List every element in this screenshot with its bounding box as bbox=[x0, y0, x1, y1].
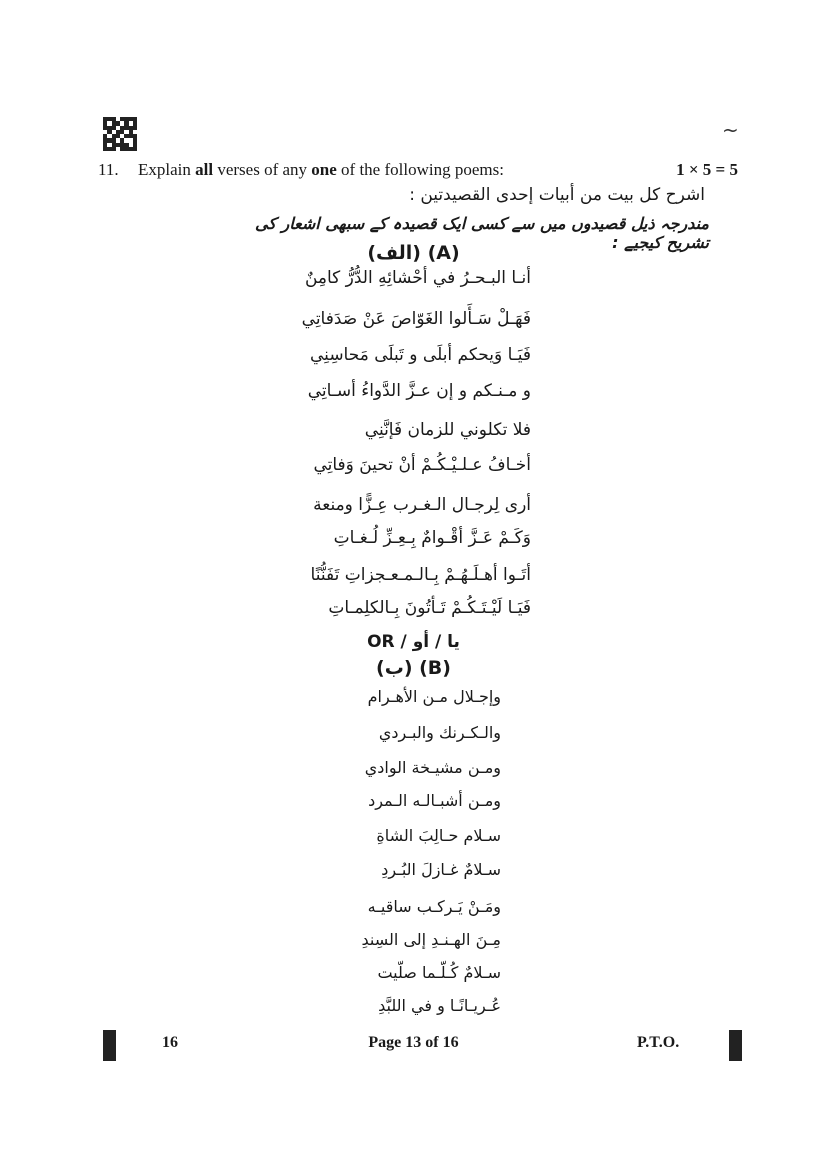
arabic-instruction: اشرح كل بيت من أبيات إحدى القصيدتين : bbox=[409, 185, 705, 205]
verse-b-10: عُـريـانًـا و في اللبَّدِ bbox=[378, 996, 501, 1015]
verse-a-9: أتَـوا أهـلَـهُـمْ بِـالـمـعـجزاتِ تَفَنُّنًا bbox=[310, 565, 531, 585]
urdu-instruction: مندرجہ ذیل قصیدوں میں سے کسی ایک قصیدہ کے سبھی اشعار کی تشریح کیجیے : bbox=[255, 214, 709, 252]
verse-b-7: ومَـنْ يَـركـب ساقيـه bbox=[367, 897, 501, 916]
verse-b-3: ومـن مشيـخة الوادي bbox=[364, 758, 501, 777]
footer-pto: P.T.O. bbox=[637, 1034, 680, 1051]
question-line bbox=[98, 160, 738, 184]
verse-a-1: أنـا البـحـرُ في أحْشائِهِ الدُّرُّ كامِنٌ bbox=[304, 268, 531, 288]
footer-code-number: 16 bbox=[162, 1034, 178, 1051]
verse-b-5: سـلام حـالِبَ الشاةِ bbox=[376, 826, 501, 845]
question-text: Explain all verses of any one of the following poems: bbox=[138, 160, 504, 179]
verse-b-2: والـكـرنك والبـردي bbox=[378, 723, 501, 742]
section-b-label: (ب) (B) bbox=[376, 657, 451, 679]
verse-b-9: سـلامٌ كُـلّـما صلّيت bbox=[377, 963, 501, 982]
or-divider: OR / يا / أو bbox=[367, 632, 460, 652]
verse-a-5: فلا تكلوني للزمان فَإنَّنِي bbox=[364, 420, 531, 440]
verse-b-6: سـلامٌ غـازلَ البُـردِ bbox=[381, 860, 501, 879]
tilde-mark: ~ bbox=[722, 118, 739, 142]
verse-b-1: وإجـلال مـن الأهـرام bbox=[367, 687, 501, 706]
verse-b-4: ومـن أشبـالـه الـمرد bbox=[368, 791, 501, 810]
verse-a-2: فَهَـلْ سَـأَلوا الغَوّاصَ عَنْ صَدَفاتِي bbox=[301, 309, 531, 329]
footer-page-number: Page 13 of 16 bbox=[368, 1034, 459, 1051]
qr-code-icon bbox=[103, 117, 137, 151]
section-a-label: (الف) (A) bbox=[367, 242, 460, 264]
question-marks: 1 × 5 = 5 bbox=[676, 160, 738, 179]
verse-a-10: فَيَـا لَيْـتَـكُـمْ تَـأتُونَ بِـالكلِمـاتِ bbox=[328, 598, 531, 618]
verse-b-8: مِـنَ الهـنـدِ إلى السِندِ bbox=[361, 930, 501, 949]
question-number: 11. bbox=[98, 160, 119, 179]
footer-right-bar bbox=[729, 1030, 742, 1061]
verse-a-8: وَكَـمْ عَـزَّ أقْـوامٌ بِـعِـزِّ لُـغـاتِ bbox=[333, 528, 531, 548]
verse-a-7: أرى لِرجـال الـغـرب عِـزًّا ومنعة bbox=[313, 495, 531, 515]
verse-a-4: و مـنـكم و إن عـزَّ الدَّواءُ أسـاتِي bbox=[307, 381, 531, 401]
verse-a-6: أخـافُ عـلـيْـكُـمْ أنْ تحينَ وَفاتِي bbox=[313, 455, 531, 475]
verse-a-3: فَيَـا وَيحكم أبلَى و تَبلَى مَحاسِنِي bbox=[310, 345, 531, 365]
